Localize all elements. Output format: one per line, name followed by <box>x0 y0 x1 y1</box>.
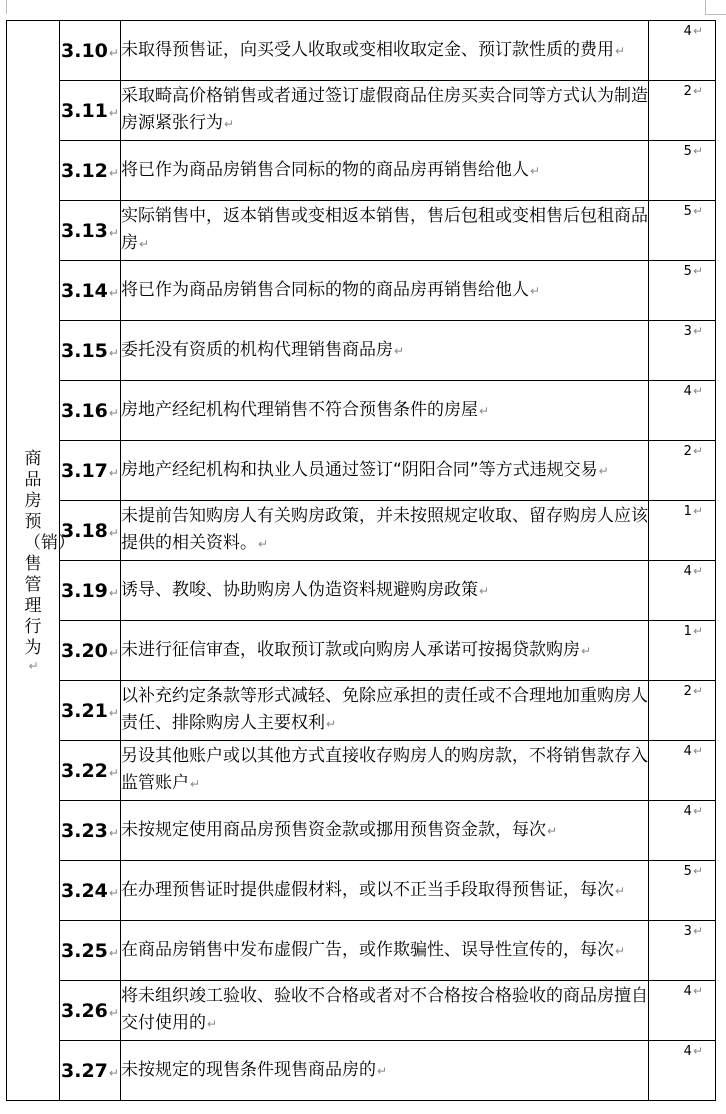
item-description: 未按规定使用商品房预售资金款或挪用预售资金款，每次 <box>121 819 546 840</box>
item-score: 2↵ <box>683 84 703 99</box>
page-corner-mark <box>0 0 7 14</box>
paragraph-mark-icon: ↵ <box>479 583 490 598</box>
item-score: 1↵ <box>683 504 703 519</box>
paragraph-mark-icon: ↵ <box>692 324 703 338</box>
item-description: 未提前告知购房人有关购房政策，并未按照规定收取、留存购房人应该提供的相关资料。 <box>121 506 648 553</box>
table-row <box>7 801 716 861</box>
item-description: 在商品房销售中发布虚假广告，或作欺骗性、误导性宣传的，每次 <box>121 939 614 960</box>
score-cell <box>649 321 716 381</box>
item-score: 4↵ <box>683 384 703 399</box>
table-row <box>7 981 716 1041</box>
paragraph-mark-icon: ↵ <box>692 144 703 158</box>
description-cell <box>121 201 649 261</box>
paragraph-mark-icon: ↵ <box>108 105 119 120</box>
paragraph-mark-icon: ↵ <box>28 658 39 673</box>
item-description: 另设其他账户或以其他方式直接收存购房人的购房款，不将销售款存入监管账户 <box>121 746 648 793</box>
paragraph-mark-icon: ↵ <box>598 463 609 478</box>
description-cell <box>121 561 649 621</box>
item-number: 3.20 <box>61 639 108 662</box>
item-number-cell <box>60 441 121 501</box>
paragraph-mark-icon: ↵ <box>615 43 626 58</box>
description-cell <box>121 21 649 81</box>
description-cell <box>121 141 649 201</box>
description-cell <box>121 1041 649 1101</box>
paragraph-mark-icon: ↵ <box>581 643 592 658</box>
item-number-cell <box>60 81 121 141</box>
item-number: 3.24 <box>61 879 108 902</box>
item-number-cell <box>60 741 121 801</box>
item-number: 3.16 <box>61 399 108 422</box>
paragraph-mark-icon: ↵ <box>108 1065 119 1080</box>
paragraph-mark-icon: ↵ <box>530 163 541 178</box>
item-description: 未进行征信审查，收取预订款或向购房人承诺可按揭贷款购房 <box>121 639 580 660</box>
item-number: 3.17 <box>61 459 108 482</box>
page-corner-mark <box>705 0 726 15</box>
paragraph-mark-icon: ↵ <box>692 564 703 578</box>
description-cell <box>121 921 649 981</box>
table-row <box>7 861 716 921</box>
table-row <box>7 321 716 381</box>
score-cell <box>649 561 716 621</box>
item-score: 3↵ <box>683 924 703 939</box>
paragraph-mark-icon: ↵ <box>190 777 201 791</box>
item-score: 2↵ <box>683 684 703 699</box>
score-cell <box>649 201 716 261</box>
score-cell <box>649 621 716 681</box>
paragraph-mark-icon: ↵ <box>108 225 119 240</box>
score-cell <box>649 921 716 981</box>
rules-table <box>6 20 716 1101</box>
paragraph-mark-icon: ↵ <box>139 237 150 251</box>
description-cell <box>121 861 649 921</box>
description-cell <box>121 741 649 801</box>
table-row <box>7 741 716 801</box>
item-number: 3.14 <box>61 279 108 302</box>
paragraph-mark-icon: ↵ <box>108 645 119 660</box>
paragraph-mark-icon: ↵ <box>326 717 337 731</box>
item-description: 将已作为商品房销售合同标的物的商品房再销售给他人 <box>121 159 529 180</box>
item-number: 3.27 <box>61 1059 108 1082</box>
paragraph-mark-icon: ↵ <box>692 1044 703 1058</box>
score-cell <box>649 261 716 321</box>
item-description: 将已作为商品房销售合同标的物的商品房再销售给他人 <box>121 279 529 300</box>
score-cell <box>649 441 716 501</box>
item-description: 采取畸高价格销售或者通过签订虚假商品住房买卖合同等方式认为制造房源紧张行为 <box>121 86 648 133</box>
description-cell <box>121 441 649 501</box>
item-number-cell <box>60 141 121 201</box>
item-description: 未按规定的现售条件现售商品房的 <box>121 1059 376 1080</box>
score-cell <box>649 501 716 561</box>
item-number-cell <box>60 861 121 921</box>
score-cell <box>649 681 716 741</box>
item-number-cell <box>60 261 121 321</box>
category-label: 商品房预（销）售管理行为 <box>24 448 75 658</box>
item-number: 3.21 <box>61 699 108 722</box>
table-row <box>7 81 716 141</box>
paragraph-mark-icon: ↵ <box>377 1063 388 1078</box>
item-number: 3.10 <box>61 39 108 62</box>
paragraph-mark-icon: ↵ <box>224 117 235 131</box>
paragraph-mark-icon: ↵ <box>692 984 703 998</box>
description-cell <box>121 321 649 381</box>
paragraph-mark-icon: ↵ <box>615 883 626 898</box>
item-number: 3.25 <box>61 939 108 962</box>
item-score: 4↵ <box>683 804 703 819</box>
item-number-cell <box>60 201 121 261</box>
item-score: 4↵ <box>683 744 703 759</box>
item-description: 委托没有资质的机构代理销售商品房 <box>121 339 393 360</box>
score-cell <box>649 141 716 201</box>
score-cell <box>649 21 716 81</box>
paragraph-mark-icon: ↵ <box>108 405 119 420</box>
table-row <box>7 261 716 321</box>
paragraph-mark-icon: ↵ <box>530 283 541 298</box>
paragraph-mark-icon: ↵ <box>108 45 119 60</box>
table-row <box>7 441 716 501</box>
item-description: 房地产经纪机构代理销售不符合预售条件的房屋 <box>121 399 478 420</box>
table-row <box>7 381 716 441</box>
item-description: 实际销售中，返本销售或变相返本销售，售后包租或变相售后包租商品房 <box>121 206 648 253</box>
item-score: 4↵ <box>683 564 703 579</box>
category-cell <box>7 21 75 1101</box>
item-score: 4↵ <box>683 24 703 39</box>
item-number: 3.15 <box>61 339 108 362</box>
paragraph-mark-icon: ↵ <box>692 684 703 698</box>
paragraph-mark-icon: ↵ <box>692 84 703 98</box>
item-number: 3.18 <box>61 519 108 542</box>
item-number: 3.22 <box>61 759 108 782</box>
item-number-cell <box>60 1041 121 1101</box>
item-score: 3↵ <box>683 324 703 339</box>
item-description: 未取得预售证，向买受人收取或变相收取定金、预订款性质的费用 <box>121 39 614 60</box>
item-score: 4↵ <box>683 984 703 999</box>
item-number-cell <box>60 981 121 1041</box>
paragraph-mark-icon: ↵ <box>108 165 119 180</box>
score-cell <box>649 81 716 141</box>
paragraph-mark-icon: ↵ <box>108 285 119 300</box>
paragraph-mark-icon: ↵ <box>108 885 119 900</box>
item-score: 5↵ <box>683 264 703 279</box>
paragraph-mark-icon: ↵ <box>615 943 626 958</box>
table-row <box>7 21 716 81</box>
description-cell <box>121 801 649 861</box>
score-cell <box>649 381 716 441</box>
table-row <box>7 501 716 561</box>
item-description: 诱导、教唆、协助购房人伪造资料规避购房政策 <box>121 579 478 600</box>
description-cell <box>121 261 649 321</box>
paragraph-mark-icon: ↵ <box>108 465 119 480</box>
item-number-cell <box>60 321 121 381</box>
table-row <box>7 921 716 981</box>
description-cell <box>121 501 649 561</box>
score-cell <box>649 981 716 1041</box>
item-number-cell <box>60 921 121 981</box>
item-description: 房地产经纪机构和执业人员通过签订“阴阳合同”等方式违规交易 <box>121 459 598 480</box>
paragraph-mark-icon: ↵ <box>547 823 558 838</box>
paragraph-mark-icon: ↵ <box>207 1017 218 1031</box>
item-description: 将未组织竣工验收、验收不合格或者对不合格按合格验收的商品房擅自交付使用的 <box>121 986 648 1033</box>
item-score: 1↵ <box>683 624 703 639</box>
score-cell <box>649 861 716 921</box>
paragraph-mark-icon: ↵ <box>394 343 405 358</box>
item-number-cell <box>60 381 121 441</box>
item-number-cell <box>60 561 121 621</box>
paragraph-mark-icon: ↵ <box>108 705 119 720</box>
description-cell <box>121 381 649 441</box>
paragraph-mark-icon: ↵ <box>258 537 269 551</box>
score-cell <box>649 741 716 801</box>
score-cell <box>649 1041 716 1101</box>
table-row <box>7 201 716 261</box>
item-number: 3.11 <box>61 99 108 122</box>
item-number: 3.26 <box>61 999 108 1022</box>
table-row <box>7 561 716 621</box>
item-number-cell <box>60 681 121 741</box>
paragraph-mark-icon: ↵ <box>692 204 703 218</box>
item-description: 以补充约定条款等形式减轻、免除应承担的责任或不合理地加重购房人责任、排除购房人主要权利 <box>121 686 648 733</box>
paragraph-mark-icon: ↵ <box>692 804 703 818</box>
paragraph-mark-icon: ↵ <box>108 945 119 960</box>
paragraph-mark-icon: ↵ <box>692 264 703 278</box>
item-number-cell <box>60 801 121 861</box>
description-cell <box>121 681 649 741</box>
paragraph-mark-icon: ↵ <box>108 1005 119 1020</box>
paragraph-mark-icon: ↵ <box>108 825 119 840</box>
paragraph-mark-icon: ↵ <box>692 744 703 758</box>
item-score: 5↵ <box>683 144 703 159</box>
item-number: 3.19 <box>61 579 108 602</box>
paragraph-mark-icon: ↵ <box>692 624 703 638</box>
table-row <box>7 141 716 201</box>
paragraph-mark-icon: ↵ <box>108 345 119 360</box>
item-number: 3.23 <box>61 819 108 842</box>
table-row <box>7 1041 716 1101</box>
paragraph-mark-icon: ↵ <box>479 403 490 418</box>
item-number-cell <box>60 621 121 681</box>
paragraph-mark-icon: ↵ <box>108 585 119 600</box>
paragraph-mark-icon: ↵ <box>692 384 703 398</box>
description-cell <box>121 621 649 681</box>
paragraph-mark-icon: ↵ <box>692 444 703 458</box>
paragraph-mark-icon: ↵ <box>692 864 703 878</box>
paragraph-mark-icon: ↵ <box>108 525 119 540</box>
table-row <box>7 681 716 741</box>
paragraph-mark-icon: ↵ <box>692 924 703 938</box>
paragraph-mark-icon: ↵ <box>108 765 119 780</box>
item-score: 5↵ <box>683 204 703 219</box>
paragraph-mark-icon: ↵ <box>692 24 703 38</box>
description-cell <box>121 81 649 141</box>
item-description: 在办理预售证时提供虚假材料，或以不正当手段取得预售证，每次 <box>121 879 614 900</box>
item-score: 5↵ <box>683 864 703 879</box>
item-number: 3.12 <box>61 159 108 182</box>
paragraph-mark-icon: ↵ <box>692 504 703 518</box>
description-cell <box>121 981 649 1041</box>
item-score: 4↵ <box>683 1044 703 1059</box>
score-cell <box>649 801 716 861</box>
item-number-cell <box>60 21 121 81</box>
item-score: 2↵ <box>683 444 703 459</box>
item-number: 3.13 <box>61 219 108 242</box>
table-row <box>7 621 716 681</box>
